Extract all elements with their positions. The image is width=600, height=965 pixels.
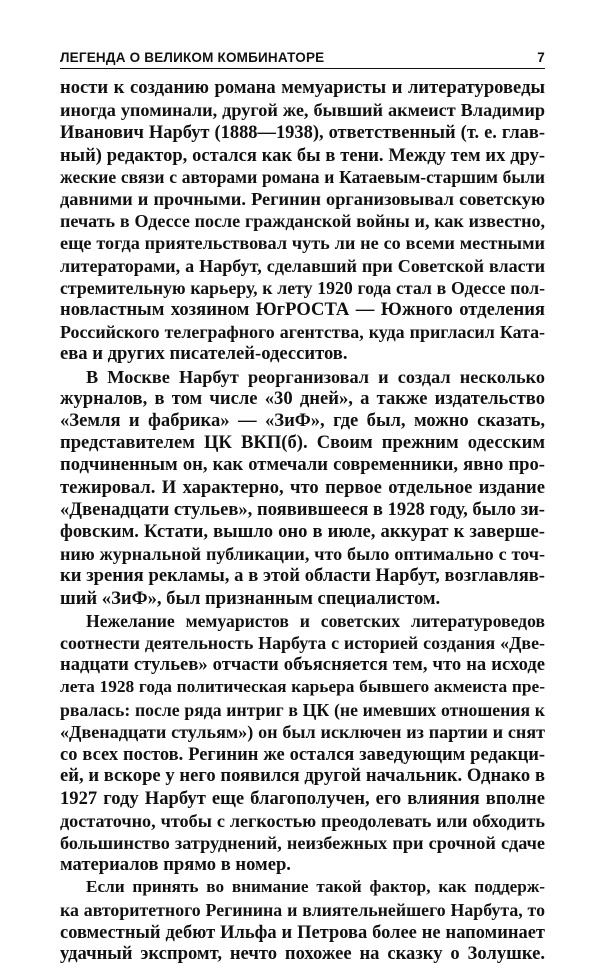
- text-line: представителем ЦК ВКП(б). Своим прежним одесским: [60, 432, 545, 454]
- text-line: достаточно, чтобы с легкостью преодолевать или обходить: [60, 810, 545, 831]
- text-line: надцати стульев» отчасти объясняется тем, что на исходе: [60, 654, 545, 676]
- text-line: Если принять во внимание такой фактор, как поддерж-: [86, 877, 545, 897]
- page-number: 7: [537, 50, 545, 65]
- text-line: ева и других писателей-одесситов.: [60, 343, 348, 365]
- text-line: фовским. Кстати, вышло оно в июле, аккурат к заверше-: [60, 521, 545, 543]
- text-line: иногда упоминали, другой же, бывший акмеист Владимир: [60, 100, 545, 121]
- text-line: В Москве Нарбут реорганизовал и создал несколько: [86, 366, 545, 387]
- text-line: стремительную карьеру, к лету 1920 года стал в Одессе пол-: [60, 277, 545, 298]
- text-line: ки зрения рекламы, а в этой области Нарбут, возглавляв-: [60, 565, 545, 587]
- body-text: [60, 77, 545, 965]
- text-line: «Двенадцати стульям») он был исключен из партии и снят: [60, 721, 545, 742]
- text-line: Нежелание мемуаристов и советских литературоведов: [86, 610, 545, 631]
- text-line: 1927 году Нарбут еще благополучен, его влияния вполне: [60, 787, 545, 809]
- text-line: со всех постов. Регинин же остался заведующим редакци-: [60, 744, 545, 765]
- text-line: нию журнальной публикации, что было оптимально с точ-: [60, 544, 545, 565]
- text-line: литераторами, а Нарбут, сделавший при Советской власти: [60, 255, 545, 276]
- text-line: подчиненным он, как отмечали современники, явно про-: [60, 454, 545, 476]
- text-line: большинство затруднений, неизбежных при срочной сдаче: [60, 832, 545, 853]
- text-line: печать в Одессе после гражданской войны и, как известно,: [60, 211, 545, 232]
- text-line: ка авторитетного Регинина и влиятельнейшего Нарбута, то: [60, 899, 545, 920]
- text-line: удачный экспромт, нечто похожее на сказку о Золушке.: [60, 942, 545, 964]
- text-line: ный) редактор, остался как бы в тени. Между тем их дру-: [60, 144, 545, 165]
- book-page: [60, 50, 545, 965]
- text-line: журналов, в том числе «30 дней», а также издательство: [60, 387, 545, 409]
- text-line: рвалась: после ряда интриг в ЦК (не имевших отношения к: [60, 699, 545, 720]
- text-line: тежировал. И характерно, что первое отдельное издание: [60, 476, 545, 498]
- text-line: «Земля и фабрика» — «ЗиФ», где был, можно сказать,: [60, 410, 545, 432]
- text-line: ший «ЗиФ», был признанным специалистом.: [60, 587, 441, 609]
- running-title: ЛЕГЕНДА О ВЕЛИКОМ КОМБИНАТОРЕ: [60, 50, 325, 65]
- paragraph-4: [60, 876, 545, 965]
- text-line: соотнести деятельность Нарбута с историей создания «Две-: [60, 633, 545, 654]
- text-line: совместный дебют Ильфа и Петрова более не напоминает: [60, 921, 545, 942]
- text-line: материалов прямо в номер.: [60, 854, 291, 876]
- paragraph-1: [60, 77, 545, 366]
- text-line: ности к созданию романа мемуаристы и литературоведы: [60, 77, 545, 98]
- text-line: Российского телеграфного агентства, куда пригласил Ката-: [60, 322, 545, 343]
- paragraph-3: [60, 610, 545, 876]
- text-line: жеские связи с авторами романа и Катаевым-старшим были: [60, 166, 545, 187]
- text-line: лета 1928 года политическая карьера бывшего акмеиста пре-: [60, 677, 545, 697]
- paragraph-2: [60, 366, 545, 610]
- running-head: [60, 50, 545, 69]
- text-line: ей, и вскоре у него появился другой начальник. Однако в: [60, 765, 545, 787]
- text-line: Иванович Нарбут (1888—1938), ответственный (т. е. глав-: [60, 122, 545, 143]
- text-line: давними и прочными. Регинин организовывал советскую: [60, 189, 545, 210]
- text-line: новластным хозяином ЮгРОСТА — Южного отделения: [60, 299, 545, 321]
- text-line: еще тогда приятельствовал чуть ли не со всеми местными: [60, 233, 545, 254]
- text-line: «Двенадцати стульев», появившееся в 1928 году, было зи-: [60, 498, 545, 520]
